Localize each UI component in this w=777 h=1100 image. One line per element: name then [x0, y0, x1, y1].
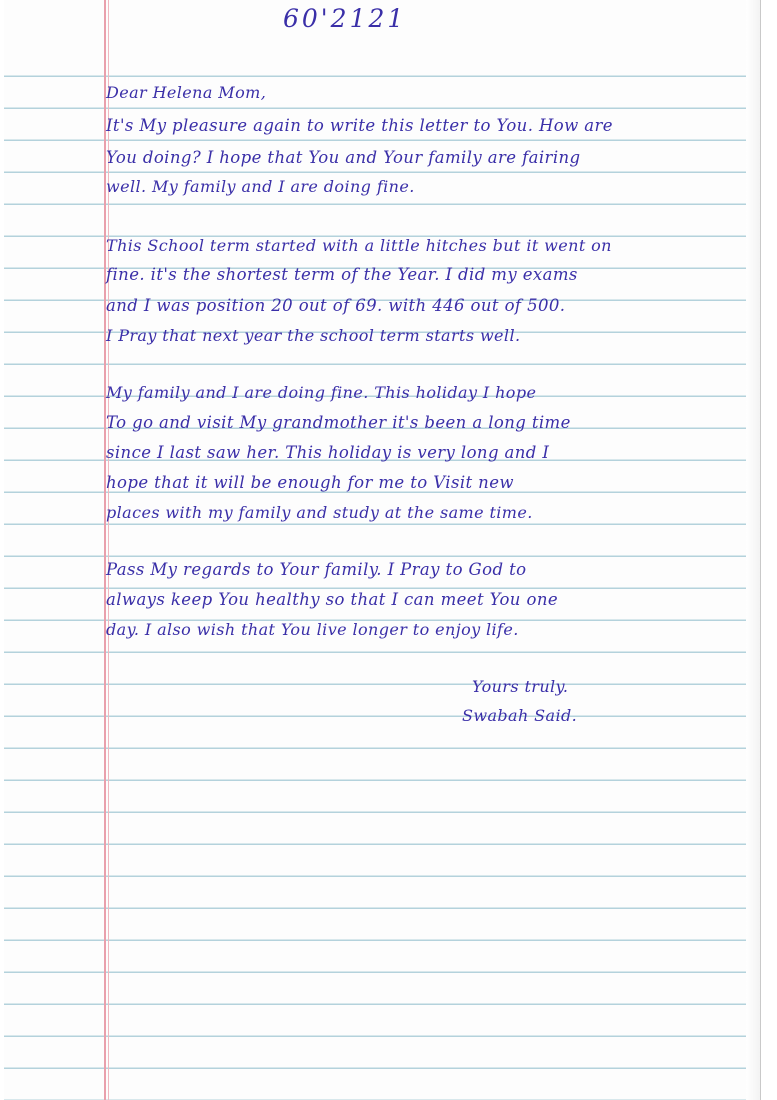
- letter-line: This School term started with a little hitches but it went on: [106, 236, 612, 255]
- letter-line: hope that it will be enough for me to Visit new: [106, 473, 514, 492]
- letter-line: fine. it's the shortest term of the Year. I did my exams: [106, 265, 578, 284]
- letter-line: Pass My regards to Your family. I Pray to God to: [106, 560, 527, 579]
- letter-line: I Pray that next year the school term starts well.: [106, 326, 521, 345]
- letter-line: well. My family and I are doing fine.: [106, 177, 415, 196]
- page-edge: [746, 0, 760, 1100]
- letter-line: To go and visit My grandmother it's been a long time: [106, 413, 571, 432]
- letter-signature: Swabah Said.: [462, 706, 578, 725]
- letter-line: day. I also wish that You live longer to enjoy life.: [106, 620, 519, 639]
- letter-line: You doing? I hope that You and Your family are fairing: [106, 148, 581, 167]
- letter-line: It's My pleasure again to write this letter to You. How are: [106, 116, 613, 135]
- letter-line: always keep You healthy so that I can meet You one: [106, 590, 559, 609]
- header-date: 60'2121: [283, 4, 407, 33]
- letter-line: places with my family and study at the same time.: [106, 503, 533, 522]
- letter-line: and I was position 20 out of 69. with 446 out of 500.: [106, 296, 566, 315]
- letter-line: since I last saw her. This holiday is very long and I: [106, 443, 550, 462]
- letter-greeting: Dear Helena Mom,: [106, 83, 267, 102]
- letter-closing: Yours truly.: [472, 677, 569, 696]
- letter-line: My family and I are doing fine. This holiday I hope: [106, 383, 537, 402]
